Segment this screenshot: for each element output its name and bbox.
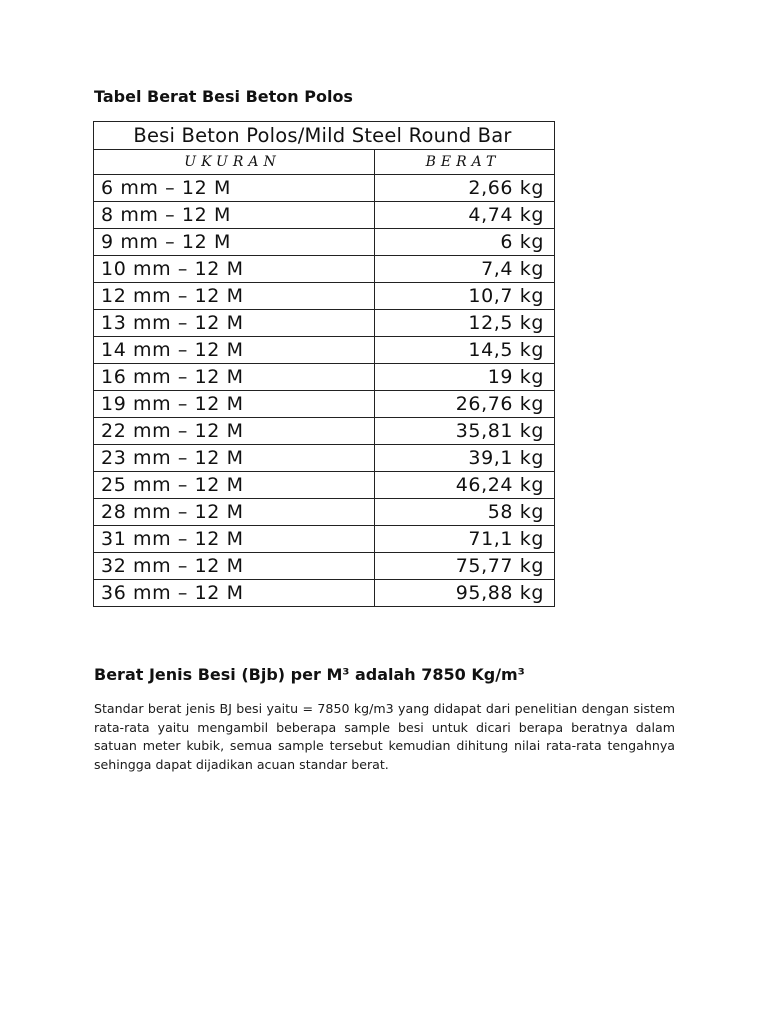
table-row [94, 391, 555, 418]
section-heading: Berat Jenis Besi (Bjb) per M³ adalah 7850 Kg/m³ [94, 665, 525, 684]
table-row [94, 337, 555, 364]
table-row [94, 364, 555, 391]
cell-weight: 75,77 kg [375, 553, 555, 580]
table-row [94, 202, 555, 229]
cell-weight: 71,1 kg [375, 526, 555, 553]
table-row [94, 499, 555, 526]
cell-weight: 35,81 kg [375, 418, 555, 445]
cell-size: 23 mm – 12 M [94, 445, 375, 472]
table-row [94, 553, 555, 580]
cell-size: 22 mm – 12 M [94, 418, 375, 445]
table-row [94, 283, 555, 310]
table-row [94, 175, 555, 202]
table-row [94, 580, 555, 607]
steel-weight-table [93, 121, 555, 607]
cell-weight: 12,5 kg [375, 310, 555, 337]
cell-weight: 39,1 kg [375, 445, 555, 472]
body-paragraph: Standar berat jenis BJ besi yaitu = 7850 kg/m3 yang didapat dari penelitian dengan sistem rata-rata yaitu mengambil beberapa sample besi untuk dicari berapa beratnya dalam satuan meter kubik, semua sample tersebut kemudian dihitung nilai rata-rata tengahnya sehingga dapat dijadikan acuan standar berat. [94, 701, 675, 772]
cell-weight: 95,88 kg [375, 580, 555, 607]
cell-weight: 4,74 kg [375, 202, 555, 229]
cell-weight: 6 kg [375, 229, 555, 256]
table-row [94, 256, 555, 283]
cell-size: 13 mm – 12 M [94, 310, 375, 337]
cell-weight: 58 kg [375, 499, 555, 526]
cell-weight: 14,5 kg [375, 337, 555, 364]
table-row [94, 418, 555, 445]
table-row [94, 526, 555, 553]
cell-weight: 19 kg [375, 364, 555, 391]
cell-weight: 46,24 kg [375, 472, 555, 499]
table-caption-row [94, 122, 555, 150]
page-title: Tabel Berat Besi Beton Polos [94, 87, 353, 106]
table-row [94, 472, 555, 499]
cell-size: 16 mm – 12 M [94, 364, 375, 391]
cell-size: 25 mm – 12 M [94, 472, 375, 499]
cell-size: 12 mm – 12 M [94, 283, 375, 310]
cell-weight: 2,66 kg [375, 175, 555, 202]
cell-size: 6 mm – 12 M [94, 175, 375, 202]
table-row [94, 310, 555, 337]
cell-weight: 26,76 kg [375, 391, 555, 418]
cell-size: 9 mm – 12 M [94, 229, 375, 256]
table-row [94, 229, 555, 256]
table-caption: Besi Beton Polos/Mild Steel Round Bar [94, 122, 555, 150]
table-body [94, 175, 555, 607]
column-header-size: UKURAN [94, 150, 375, 175]
table-row [94, 445, 555, 472]
table-header-row [94, 150, 555, 175]
cell-size: 31 mm – 12 M [94, 526, 375, 553]
cell-size: 32 mm – 12 M [94, 553, 375, 580]
cell-weight: 7,4 kg [375, 256, 555, 283]
column-header-weight: BERAT [375, 150, 555, 175]
cell-size: 19 mm – 12 M [94, 391, 375, 418]
cell-size: 8 mm – 12 M [94, 202, 375, 229]
cell-size: 14 mm – 12 M [94, 337, 375, 364]
cell-size: 36 mm – 12 M [94, 580, 375, 607]
cell-weight: 10,7 kg [375, 283, 555, 310]
cell-size: 28 mm – 12 M [94, 499, 375, 526]
cell-size: 10 mm – 12 M [94, 256, 375, 283]
